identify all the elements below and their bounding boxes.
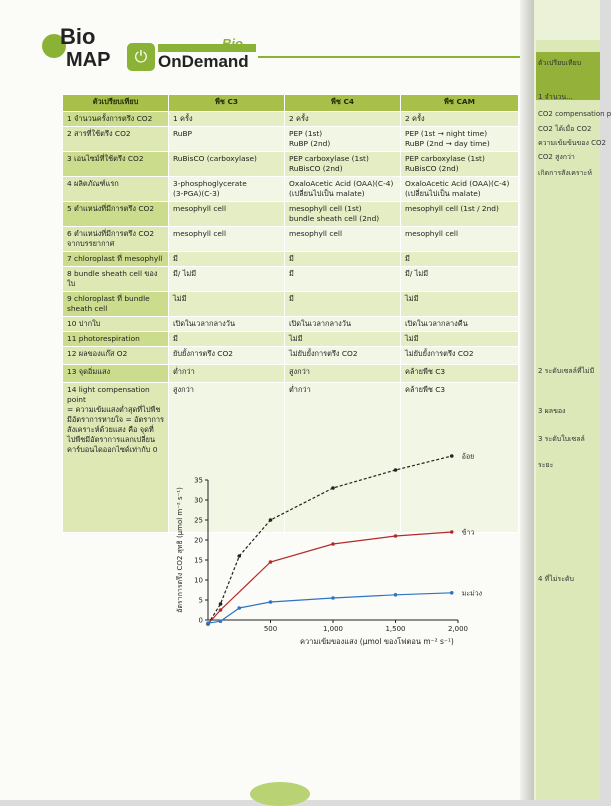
data-point (394, 593, 398, 597)
adjacent-page-line: 4 ที่ไม่ระดับ (538, 575, 574, 583)
row-label: 6 ตำแหน่งที่มีการตรึง CO2 จากบรรยากาศ (63, 226, 169, 251)
cam-cell: 2 ครั้ง (401, 112, 519, 127)
c3-cell: มี (169, 331, 285, 346)
c4-cell: เปิดในเวลากลางวัน (285, 316, 401, 331)
data-point (450, 591, 454, 595)
table-header-criteria: ตัวเปรียบเทียบ (63, 95, 169, 112)
c4-cell: PEP carboxylase (1st) RuBisCO (2nd) (285, 151, 401, 176)
x-tick-label: 500 (263, 625, 278, 633)
c3-cell: mesophyll cell (169, 201, 285, 226)
cam-cell: OxaloAcetic Acid (OAA)(C-4) (เปลี่ยนไปเป็น malate) (401, 176, 519, 201)
co2-fixation-chart (168, 452, 523, 633)
series-label: ข้าว (461, 528, 475, 537)
data-point (219, 602, 223, 606)
cam-cell: ไม่ยับยั้งการตรึง CO2 (401, 346, 519, 364)
adjacent-page-line: 2 ระดับเซลล์ที่ไม่มี (538, 367, 595, 375)
adjacent-page-line: ระยะ (538, 461, 554, 469)
c4-cell: มี (285, 266, 401, 291)
adjacent-page-line: เกิดการสังเคราะห์ (538, 169, 592, 177)
table-row (63, 126, 519, 151)
cam-cell: มี (401, 251, 519, 266)
table-row (63, 364, 519, 382)
series-line (208, 593, 452, 623)
y-tick-label: 5 (198, 596, 203, 605)
data-point (237, 554, 241, 558)
c4-cell: 2 ครั้ง (285, 112, 401, 127)
row-label: 1 จำนวนครั้งการตรึง CO2 (63, 112, 169, 127)
cam-cell: ไม่มี (401, 331, 519, 346)
x-axis-label: ความเข้มของแสง (μmol ของโฟตอน m⁻² s⁻¹) (300, 637, 454, 646)
c3-cell: mesophyll cell (169, 226, 285, 251)
cam-cell: PEP (1st → night time) RuBP (2nd → day time) (401, 126, 519, 151)
table-header-row (63, 95, 519, 112)
x-tick-label: 1,000 (322, 625, 344, 633)
row-label: 14 light compensation point = ความเข้มแสงต่ำสุดที่ไปพืช มีอัตราการหายใจ = อัตราการ สังเคราะห์ด้วยแสง คือ จุดที่ ไปพืชมีอัตราการแลกเปลี่ยน คาร์บอนไดออกไซด์เท่ากับ 0 (63, 382, 169, 532)
c3-cell: เปิดในเวลากลางวัน (169, 316, 285, 331)
c4-cell: มี (285, 251, 401, 266)
row-label: 8 bundle sheath cell ของใบ (63, 266, 169, 291)
c3-cell: มี (169, 251, 285, 266)
cam-cell: PEP carboxylase (1st) RuBisCO (2nd) (401, 151, 519, 176)
data-point (206, 621, 210, 625)
c4-cell: สูงกว่า (285, 364, 401, 382)
data-point (331, 542, 335, 546)
row-label: 12 ผลของแก๊ส O2 (63, 346, 169, 364)
row-label: 3 เอนไซม์ที่ใช้ตรึง CO2 (63, 151, 169, 176)
adjacent-page-line: CO2 ได้เมื่อ CO2 (538, 125, 592, 133)
series-line (208, 456, 452, 624)
c3-cell: RuBP (169, 126, 285, 151)
table-row (63, 291, 519, 316)
table-row (63, 112, 519, 127)
x-tick-label: 1,500 (385, 625, 406, 633)
y-tick-label: 15 (194, 556, 203, 565)
table-row (63, 251, 519, 266)
c4-cell: OxaloAcetic Acid (OAA)(C-4) (เปลี่ยนไปเป็น malate) (285, 176, 401, 201)
data-point (331, 486, 335, 490)
row-label: 10 ปากใบ (63, 316, 169, 331)
row-label: 13 จุดอิ่มแสง (63, 364, 169, 382)
header-rule (258, 56, 520, 58)
adjacent-page-line: CO2 compensation p (538, 110, 611, 118)
adjacent-page-line: 3 ผลของ (538, 407, 566, 415)
c4-cell: mesophyll cell (1st) bundle sheath cell (2nd) (285, 201, 401, 226)
data-point (269, 518, 273, 522)
power-icon: ⏻ (127, 43, 155, 71)
y-tick-label: 10 (194, 576, 203, 585)
ondemand-bio: Bio (222, 36, 243, 51)
c3-cell: ยับยั้งการตรึง CO2 (169, 346, 285, 364)
series-line (208, 532, 452, 624)
data-point (450, 454, 454, 458)
adjacent-page-line: ตัวเปรียบเทียบ (538, 59, 582, 67)
series-label: อ้อย (461, 452, 475, 461)
y-tick-label: 35 (194, 476, 203, 485)
page-gutter (520, 0, 534, 800)
table-row (63, 201, 519, 226)
table-header-c3: พืช C3 (169, 95, 285, 112)
data-point (331, 596, 335, 600)
data-point (394, 468, 398, 472)
series-label: มะม่วง (461, 589, 483, 598)
cam-cell: ไม่มี (401, 291, 519, 316)
c4-cell: PEP (1st) RuBP (2nd) (285, 126, 401, 151)
table-row (63, 346, 519, 364)
cam-cell: คล้ายพืช C3 (401, 364, 519, 382)
table-header-cam: พืช CAM (401, 95, 519, 112)
table-row (63, 176, 519, 201)
adjacent-page-line: 3 ระดับใบเซลล์ (538, 435, 585, 443)
cam-cell: mesophyll cell (401, 226, 519, 251)
ondemand-logo-text: OnDemand (158, 52, 249, 71)
adjacent-page-line: ความเข้มข้นของ CO2 (538, 139, 607, 147)
cam-cell: มี/ ไม่มี (401, 266, 519, 291)
data-point (219, 608, 223, 612)
table-header-c4: พืช C4 (285, 95, 401, 112)
c3-cell: สูงกว่า (169, 382, 285, 532)
table-row (63, 331, 519, 346)
data-point (269, 600, 273, 604)
cam-cell: เปิดในเวลากลางคืน (401, 316, 519, 331)
row-label: 7 chloroplast ที่ mesophyll (63, 251, 169, 266)
c3-cell: RuBisCO (carboxylase) (169, 151, 285, 176)
y-tick-label: 25 (194, 516, 203, 525)
table-row (63, 151, 519, 176)
c4-cell: ต่ำกว่า (285, 382, 401, 532)
c3-cell: 1 ครั้ง (169, 112, 285, 127)
row-label: 11 photorespiration (63, 331, 169, 346)
adjacent-page-line: 1 จำนวน... (538, 93, 573, 101)
adjacent-page-line: CO2 สูงกว่า (538, 153, 575, 161)
c4-cell: ไม่มี (285, 331, 401, 346)
cam-cell: mesophyll cell (1st / 2nd) (401, 201, 519, 226)
c3-cell: ต่ำกว่า (169, 364, 285, 382)
row-label: 9 chloroplast ที่ bundle sheath cell (63, 291, 169, 316)
x-tick-label: 2,000 (447, 625, 469, 633)
biomap-logo-bio: Bio (60, 24, 96, 49)
cam-cell: คล้ายพืช C3 (401, 382, 519, 532)
y-axis-label: อัตราการตรึง CO2 สุทธิ (μmol m⁻² s⁻¹) (176, 487, 184, 613)
table-row (63, 316, 519, 331)
c4-cell: ไม่ยับยั้งการตรึง CO2 (285, 346, 401, 364)
table-row (63, 266, 519, 291)
row-label: 4 ผลิตภัณฑ์แรก (63, 176, 169, 201)
c4-cell: mesophyll cell (285, 226, 401, 251)
data-point (269, 560, 273, 564)
c4-cell: มี (285, 291, 401, 316)
c3-cell: 3-phosphoglycerate (3-PGA)(C-3) (169, 176, 285, 201)
data-point (394, 534, 398, 538)
y-tick-label: 30 (194, 496, 203, 505)
y-tick-label: 20 (194, 536, 203, 545)
y-tick-label: 0 (198, 616, 203, 625)
leaf-decoration (250, 782, 310, 806)
data-point (219, 619, 223, 623)
row-label: 5 ตำแหน่งที่มีการตรึง CO2 (63, 201, 169, 226)
c3-cell: มี/ ไม่มี (169, 266, 285, 291)
data-point (450, 530, 454, 534)
biomap-logo-map: MAP (66, 49, 111, 71)
table-row (63, 226, 519, 251)
row-label: 2 สารที่ใช้ตรึง CO2 (63, 126, 169, 151)
data-point (237, 606, 241, 610)
comparison-table (62, 94, 519, 533)
c3-cell: ไม่มี (169, 291, 285, 316)
